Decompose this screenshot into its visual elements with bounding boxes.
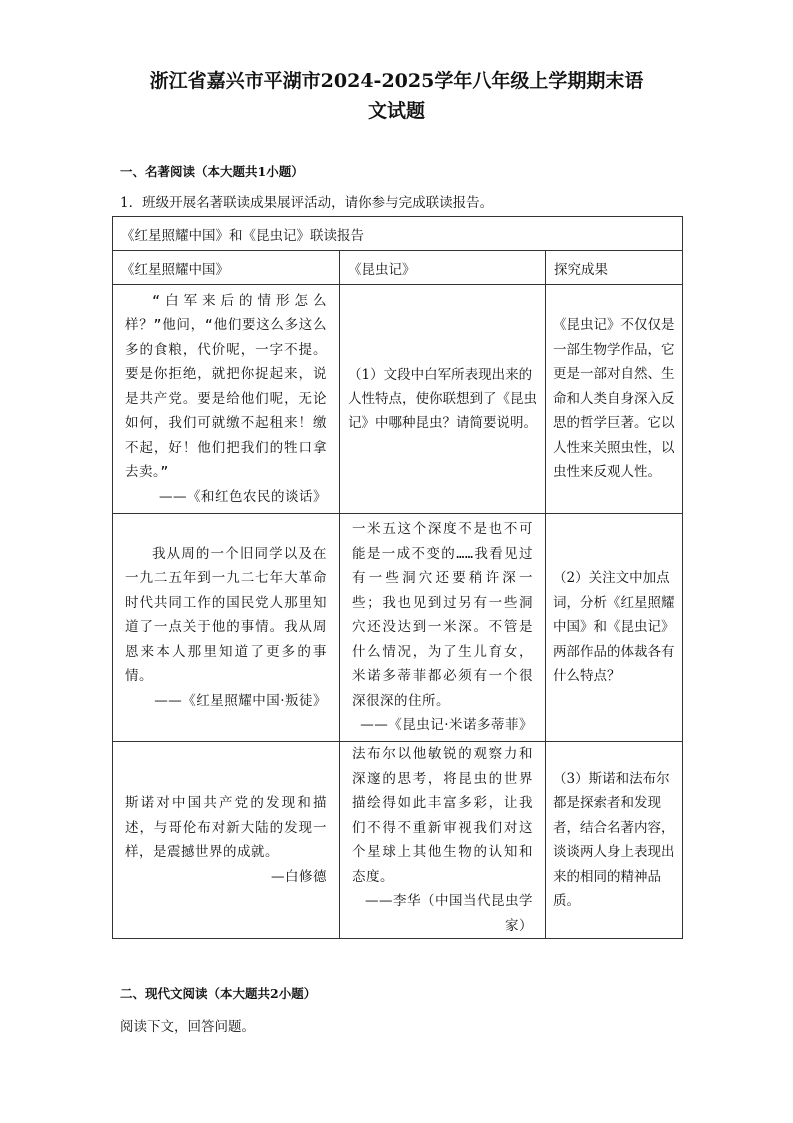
excerpt-cell — [340, 514, 546, 742]
table-caption-row — [113, 217, 683, 251]
excerpt-text: “白军来后的情形怎么样？”他问，“他们要这么多这么多的食粮，代价呢，一字不提。要是你拒绝，就把你捉起来，说是共产党。要是给他们呢，无论如何，我们可就缴不起租来！缴不起，好！他们把我们的牲口拿去卖。” — [125, 292, 327, 481]
title-line-2: 文试题 — [367, 100, 425, 122]
excerpt-text: 法布尔以他敏锐的观察力和深邃的思考，将昆虫的世界描绘得如此丰富多彩，让我们不得不重新审视我们对这个星球上其他生物的认知和态度。 — [352, 746, 533, 885]
excerpt-source: ——李华（中国当代昆虫学家） — [365, 893, 533, 934]
question-text: （1）文段中白军所表现出来的人性特点，使你联想到了《昆虫记》中哪种昆虫？请简要说明。 — [348, 367, 537, 431]
question-cell — [340, 285, 546, 514]
question-1-prompt: 1．班级开展名著联读成果展评活动，请你参与完成联读报告。 — [120, 195, 494, 211]
reading-report-table — [112, 216, 683, 939]
excerpt-source: ——《红星照耀中国·叛徒》 — [154, 692, 327, 709]
result-text: （2）关注文中加点词，分析《红星照耀中国》和《昆虫记》两部作品的体裁各有什么特点？ — [553, 570, 675, 685]
table-row — [113, 285, 683, 514]
result-text: 《昆虫记》不仅仅是一部生物学作品，它更是一部对自然、生命和人类自身深入反思的哲学巨著。它以人性来关照虫性，以虫性来反观人性。 — [553, 317, 675, 481]
title-line-1: 浙江省嘉兴市平湖市2024-2025学年八年级上学期期末语 — [149, 70, 644, 92]
result-cell — [546, 514, 683, 742]
column-header-insects: 《昆虫记》 — [340, 251, 546, 285]
excerpt-cell — [113, 285, 340, 514]
excerpt-source: ——《昆虫记·米诺多蒂菲》 — [360, 717, 533, 734]
column-header-results: 探究成果 — [546, 251, 683, 285]
section-heading-2: 二、现代文阅读（本大题共2小题） — [120, 986, 317, 1001]
page-title — [110, 66, 683, 126]
excerpt-cell — [113, 514, 340, 742]
excerpt-text: 一米五这个深度不是也不可能是一成不变的……我看见过有一些洞穴还要稍许深一些；我也见到过另有一些洞穴还没达到一米深。不管是什么情况，为了生儿育女，米诺多蒂菲都必须有一个很深很深的住所。 — [352, 521, 533, 709]
excerpt-source: —白修德 — [271, 868, 327, 885]
excerpt-text: 斯诺对中国共产党的发现和描述，与哥伦布对新大陆的发现一样，是震撼世界的成就。 — [125, 795, 327, 860]
column-header-red-star: 《红星照耀中国》 — [113, 251, 340, 285]
result-cell — [546, 285, 683, 514]
table-row — [113, 742, 683, 939]
excerpt-cell — [340, 742, 546, 939]
result-text: （3）斯诺和法布尔都是探索者和发现者，结合名著内容，谈谈两人身上表现出来的相同的精神品质。 — [553, 770, 675, 909]
table-row — [113, 514, 683, 742]
excerpt-cell — [113, 742, 340, 939]
table-header-row — [113, 251, 683, 285]
result-cell — [546, 742, 683, 939]
excerpt-source: ——《和红色农民的谈话》 — [159, 488, 327, 505]
section-heading-1: 一、名著阅读（本大题共1小题） — [120, 164, 304, 179]
excerpt-text: 我从周的一个旧同学以及在一九二五年到一九二七年大革命时代共同工作的国民党人那里知道了一点关于他的事情。我从周恩来本人那里知道了更多的事情。 — [125, 545, 327, 685]
question-2-prompt: 阅读下文，回答问题。 — [120, 1019, 255, 1035]
table-caption: 《红星照耀中国》和《昆虫记》联读报告 — [113, 217, 683, 251]
